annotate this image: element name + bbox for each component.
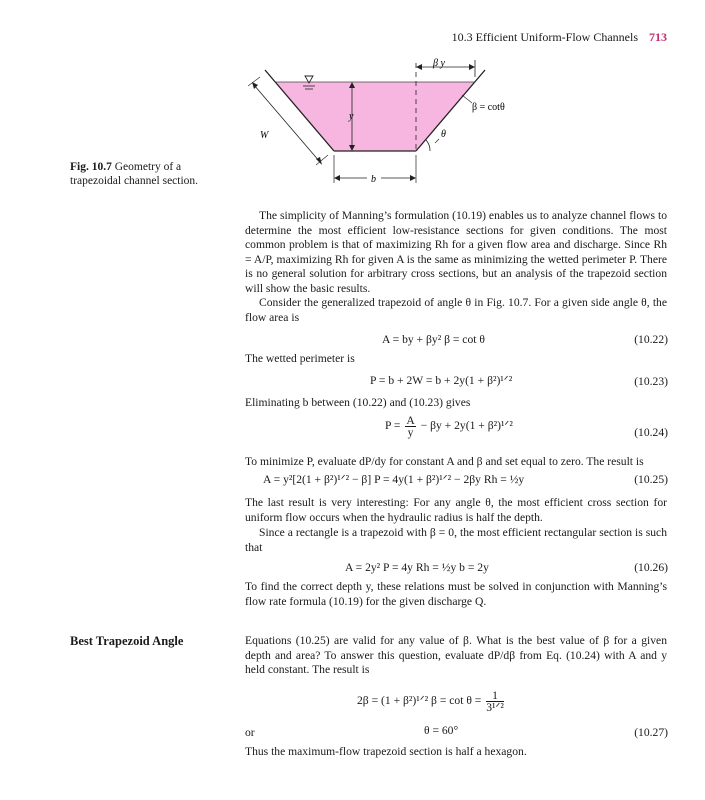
equation-number-10-25: (10.25) [634,473,668,486]
eq27a-denominator: 3¹ᐟ² [486,701,504,714]
eq24-lhs: P = [385,419,401,433]
eq24-fraction [405,415,415,438]
equation-10-24 [385,415,513,438]
equation-number-10-22: (10.22) [634,333,668,346]
paragraph-5: To minimize P, evaluate dP/dy for constant A and β and set equal to zero. The result is [245,455,644,468]
equation-10-23: P = b + 2W = b + 2y(1 + β²)¹ᐟ² [370,374,513,387]
eq24-numerator: A [406,414,415,427]
label-beta-y: β y [433,58,445,69]
equation-number-10-23: (10.23) [634,375,668,388]
equation-10-26: A = 2y² P = 4y Rh = ½y b = 2y [345,561,489,574]
equation-10-25: A = y²[2(1 + β²)¹ᐟ² − β] P = 4y(1 + β²)¹ᐟ² − 2βy Rh = ½y [263,473,525,486]
label-W: W [260,130,269,141]
caption-label: Fig. 10.7 [70,161,112,173]
label-beta-def: β = cotθ [472,102,505,113]
equation-number-10-27: (10.27) [634,726,668,739]
eq24-denominator: y [407,426,414,439]
caption-text: Geometry of a trapezoidal channel section. [70,161,199,187]
paragraph-8: To find the correct depth y, these relations must be solved in conjunction with Manning’s flow rate formula (10.19) for the given discharge Q. [245,580,667,608]
equation-10-27b: θ = 60° [424,724,459,737]
paragraph-4: Eliminating b between (10.22) and (10.23) gives [245,396,471,409]
equation-10-27a [357,690,506,713]
eq27a-numerator: 1 [486,690,504,702]
equation-10-22: A = by + βy² β = cot θ [382,333,485,346]
equation-number-10-26: (10.26) [634,561,668,574]
or-word: or [245,726,255,739]
label-theta: θ [441,129,446,140]
theta-arc [426,140,430,151]
paragraph-2: Consider the generalized trapezoid of angle θ in Fig. 10.7. For a given side angle θ, the flow area is [245,296,667,324]
paragraph-10: Thus the maximum-flow trapezoid section is half a hexagon. [245,745,527,758]
section-title: 10.3 Efficient Uniform-Flow Channels [451,30,638,44]
paragraph-1: The simplicity of Manning’s formulation (10.19) enables us to analyze channel flows to determine the most efficient low-resistance sections for given conditions. The most common problem is that of maximizing Rh for a given flow area and discharge. Since Rh = A/P, maximizing Rh for given A is the same as minimizing the wetted perimeter P. There is no general solution for arbitrary cross sections, but an analysis of the trapezoid section will show the basic results. [245,209,667,295]
running-header [452,30,667,45]
sidebar-heading: Best Trapezoid Angle [70,634,184,648]
paragraph-3: The wetted perimeter is [245,352,355,365]
label-y: y [349,111,354,122]
figure-caption [70,160,220,188]
eq27a-lhs: 2β = (1 + β²)¹ᐟ² β = cot θ = [357,694,482,708]
paragraph-7: Since a rectangle is a trapezoid with β = 0, the most efficient rectangular section is such that [245,526,667,554]
eq24-rhs: − βy + 2y(1 + β²)¹ᐟ² [420,419,513,433]
eq27a-fraction [486,690,504,713]
paragraph-6: The last result is very interesting: For any angle θ, the most efficient cross section for uniform flow occurs when the hydraulic radius is half the depth. [245,496,667,524]
equation-number-10-24: (10.24) [634,426,668,439]
trapezoid-figure [230,55,505,195]
page-number: 713 [649,30,667,44]
paragraph-9: Equations (10.25) are valid for any value of β. What is the best value of β for a given depth and area? To answer this question, evaluate dP/dβ from Eq. (10.24) with A and y held constant. The result is [245,634,667,677]
label-b: b [371,174,376,185]
